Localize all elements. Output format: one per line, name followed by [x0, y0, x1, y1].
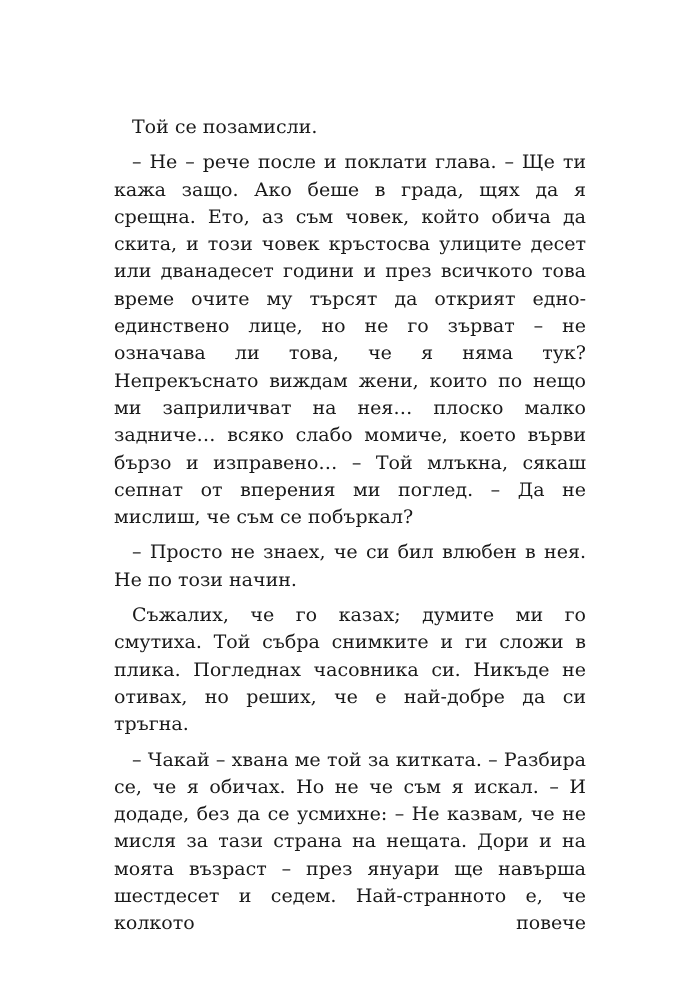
paragraph: – Просто не знаех, че си бил влюбен в нея. Не по този начин. — [114, 541, 586, 591]
body-text — [114, 114, 586, 946]
paragraph: – Чакай – хвана ме той за китката. – Разбира се, че я обичах. Но не че съм я искал. – И додаде, без да се усмихне: – Не казвам, че не мисля за тази страна на нещата. Дори и на моята възраст – през януари ще навърша шестдесет и седем. Най-странното е, че колкото повече — [114, 748, 586, 935]
paragraph: Съжалих, че го казах; думите ми го смутиха. Той събра снимките и ги сложи в плика. Погледнах часовника си. Никъде не отивах, но реших, че е най-добре да си тръгна. — [114, 604, 586, 736]
paragraph: – Не – рече после и поклати глава. – Ще ти кажа защо. Ако беше в града, щях да я срещна. Ето, аз съм човек, който обича да скита, и този човек кръстосва улиците десет или дванадесет години и през всичкото това време очите му търсят да открият едно-единствено лице, но не го зърват – не означава ли това, че я няма тук? Непрекъснато виждам жени, които по нещо ми заприличват на нея… плоско малко задниче… всяко слабо момиче, което върви бързо и изправено… – Той млъкна, сякаш сепнат от вперения ми поглед. – Да не мислиш, че съм се побъркал? — [114, 151, 586, 529]
paragraph: Той се позамисли. — [132, 116, 318, 138]
